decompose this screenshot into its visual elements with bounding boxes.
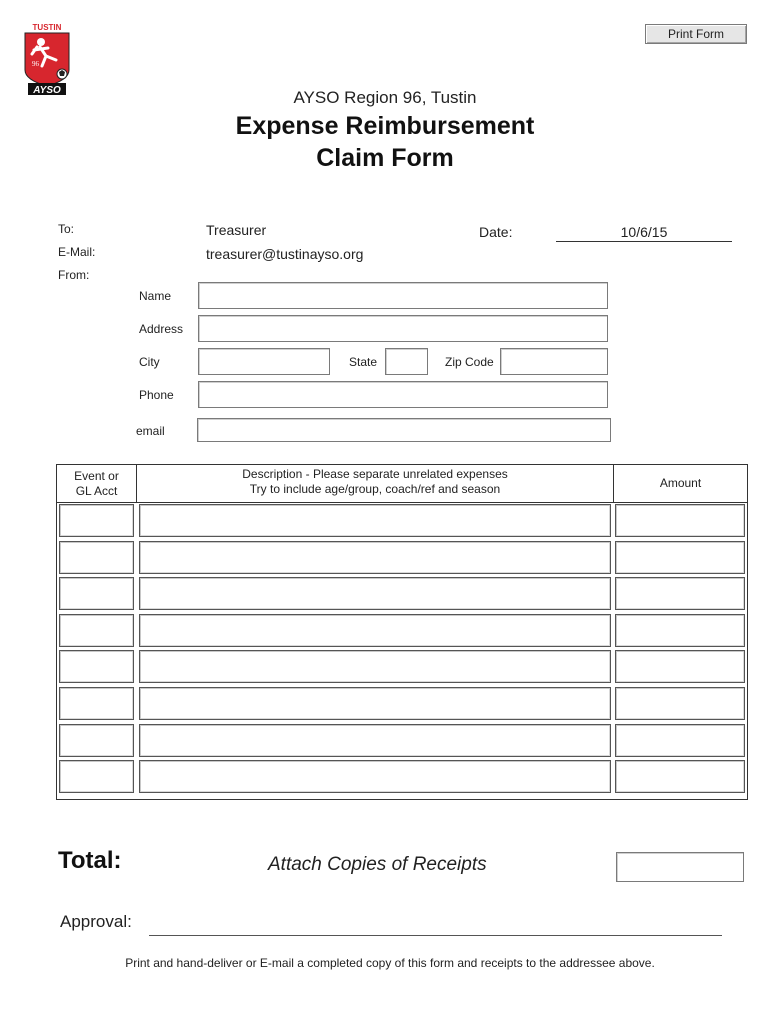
phone-field[interactable]: [198, 381, 608, 408]
state-field[interactable]: [385, 348, 428, 375]
event-cell[interactable]: [59, 687, 134, 720]
amount-cell[interactable]: [615, 760, 745, 793]
address-field[interactable]: [198, 315, 608, 342]
svg-text:AYSO: AYSO: [33, 85, 61, 96]
description-cell[interactable]: [139, 760, 611, 793]
event-cell[interactable]: [59, 504, 134, 537]
organization-name: AYSO Region 96, Tustin: [293, 88, 477, 107]
approval-signature-line[interactable]: [149, 935, 722, 936]
amount-column-header: Amount: [659, 476, 702, 490]
date-field[interactable]: 10/6/15: [620, 224, 668, 240]
to-label: To:: [58, 222, 75, 236]
svg-text:TUSTIN: TUSTIN: [32, 23, 62, 32]
total-label: Total:: [58, 847, 122, 874]
description-cell[interactable]: [139, 687, 611, 720]
amount-cell[interactable]: [615, 687, 745, 720]
amount-cell[interactable]: [615, 577, 745, 610]
approval-label: Approval:: [60, 912, 132, 931]
date-label: Date:: [479, 224, 513, 240]
amount-cell[interactable]: [615, 650, 745, 683]
amount-cell[interactable]: [615, 614, 745, 647]
zip-code-label: Zip Code: [445, 355, 494, 369]
description-column-header: Description - Please separate unrelated expenses Try to include age/group, coach/ref and season: [242, 467, 508, 496]
email-field[interactable]: [197, 418, 611, 442]
total-amount-field[interactable]: [616, 852, 744, 882]
ayso-tustin-logo: [22, 22, 72, 96]
zip-code-field[interactable]: [500, 348, 608, 375]
description-cell[interactable]: [139, 577, 611, 610]
description-cell[interactable]: [139, 614, 611, 647]
name-label: Name: [139, 289, 172, 303]
date-underline: [556, 241, 732, 242]
description-cell[interactable]: [139, 724, 611, 757]
attach-receipts-note: Attach Copies of Receipts: [268, 854, 487, 875]
svg-text:96: 96: [32, 60, 39, 68]
description-cell[interactable]: [139, 504, 611, 537]
event-cell[interactable]: [59, 541, 134, 574]
description-cell[interactable]: [139, 541, 611, 574]
amount-cell[interactable]: [615, 724, 745, 757]
from-label: From:: [58, 268, 90, 282]
expense-table: [56, 464, 748, 800]
amount-cell[interactable]: [615, 504, 745, 537]
phone-label: Phone: [139, 388, 174, 402]
email-value: treasurer@tustinayso.org: [206, 246, 364, 262]
form-title-line2: Claim Form: [316, 144, 454, 172]
to-value: Treasurer: [206, 222, 267, 238]
email-field-label: email: [136, 424, 165, 438]
event-cell[interactable]: [59, 760, 134, 793]
amount-cell[interactable]: [615, 541, 745, 574]
address-label: Address: [139, 322, 184, 336]
table-header-divider: [57, 502, 747, 503]
event-cell[interactable]: [59, 614, 134, 647]
footer-instructions: Print and hand-deliver or E-mail a completed copy of this form and receipts to the addressee above.: [125, 956, 655, 970]
city-field[interactable]: [198, 348, 330, 375]
form-title-line1: Expense Reimbursement: [235, 112, 535, 140]
event-cell[interactable]: [59, 724, 134, 757]
name-field[interactable]: [198, 282, 608, 309]
state-label: State: [349, 355, 378, 369]
email-label: E-Mail:: [58, 245, 96, 259]
city-label: City: [139, 355, 160, 369]
event-column-header: Event or GL Acct: [74, 469, 119, 498]
print-form-button[interactable]: Print Form: [645, 24, 747, 44]
event-cell[interactable]: [59, 650, 134, 683]
description-cell[interactable]: [139, 650, 611, 683]
event-cell[interactable]: [59, 577, 134, 610]
